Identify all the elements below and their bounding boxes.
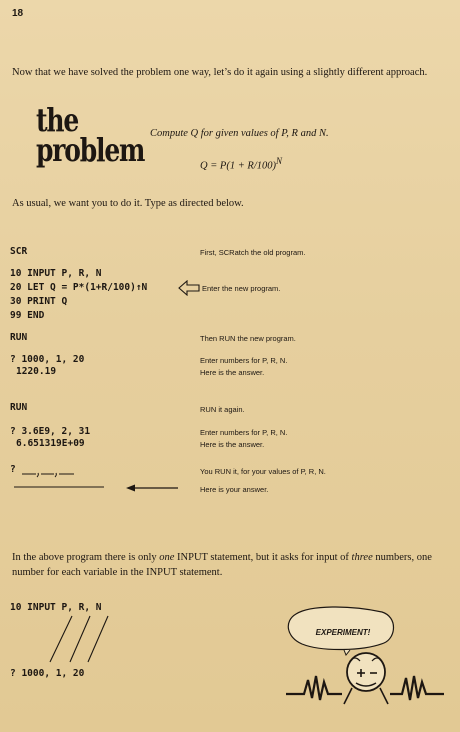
formula-exponent: N [276,156,283,166]
code-line-30: 30 PRINT Q [10,296,68,307]
output-line-1: 1220.19 [16,366,57,377]
code-line-20: 20 LET Q = P*(1+R/100)↑N [10,282,148,293]
example-statement: 10 INPUT P, R, N [10,602,102,613]
formula-base: Q = P(1 + R/100) [200,160,276,172]
explanation-paragraph: In the above program there is only one INPUT statement, but it asks for input of three numbers, one number for each variable in the INPUT statement. [12,552,432,578]
heading-line2: problem [36,131,145,169]
program-note: Enter the new program. [202,284,281,293]
output-note-2: Here is the answer. [200,440,265,449]
instruction-line: As usual, we want you to do it. Type as directed below. [12,198,244,209]
compute-statement: Compute Q for given values of P, R and N. [150,128,329,139]
example-input: ? 1000, 1, 20 [10,668,85,679]
left-arrow-outline-icon [178,280,200,296]
left-arrow-icon [126,484,178,492]
run-note-1: Then RUN the new program. [200,334,296,343]
formula [200,156,282,172]
input-blanks [22,464,82,478]
emphasis-one: one [159,552,175,563]
intro-paragraph: Now that we have solved the problem one way, let’s do it again using a slightly different approach. [12,67,428,78]
prompt-mark: ? [10,464,16,475]
output-note-1: Here is the answer. [200,368,265,377]
input-line-1: ? 1000, 1, 20 [10,354,85,365]
code-line-10: 10 INPUT P, R, N [10,268,102,279]
input-note-2: Enter numbers for P, R, N. [200,428,288,437]
heading-line1: the [36,101,79,139]
code-line-99: 99 END [10,310,45,321]
input-note-1: Enter numbers for P, R, N. [200,356,288,365]
output-note-3: Here is your answer. [200,485,269,494]
mapping-slashes [40,614,120,666]
answer-blank-line [14,484,104,490]
scr-command: SCR [10,246,28,257]
input-line-2: ? 3.6E9, 2, 31 [10,426,91,437]
run-note-2: RUN it again. [200,405,245,414]
cartoon-face-icon [286,646,446,708]
run-command-1: RUN [10,332,28,343]
run-command-2: RUN [10,402,28,413]
bubble-text: EXPERIMENT! [315,628,371,637]
page-number: 18 [12,8,24,19]
input-note-3: You RUN it, for your values of P, R, N. [200,467,326,476]
output-line-2: 6.651319E+09 [16,438,85,449]
scr-note: First, SCRatch the old program. [200,248,306,257]
emphasis-three: three [351,552,373,563]
